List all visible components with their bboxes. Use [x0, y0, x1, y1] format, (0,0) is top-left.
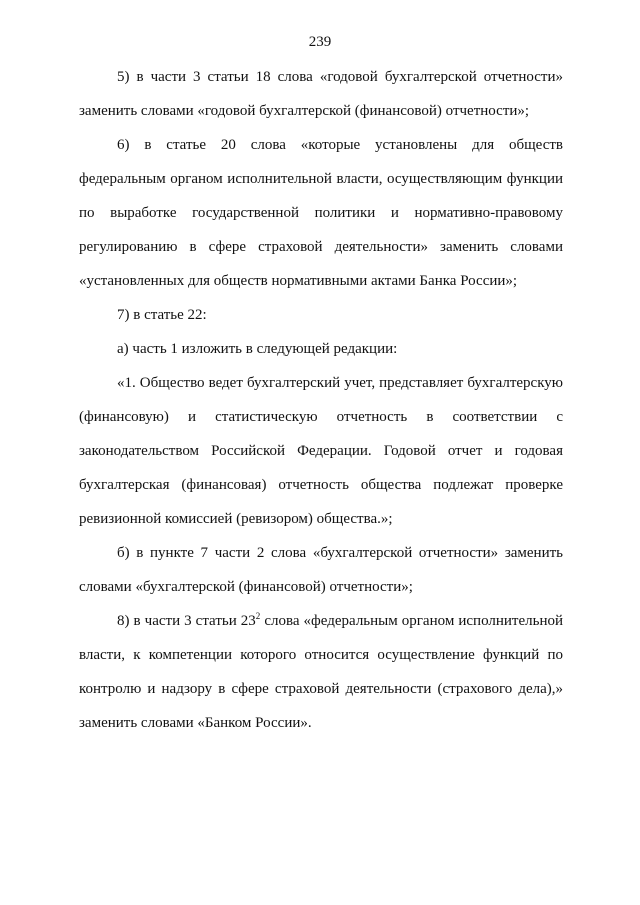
paragraph-5: 5) в части 3 статьи 18 слова «годовой бухгалтерской отчетности» заменить словами «годовой бухгалтерской (финансовой) отчетности»;	[79, 69, 563, 119]
paragraph-7a-quote: «1. Общество ведет бухгалтерский учет, представляет бухгалтерскую (финансовую) и статистическую отчетность в соответствии с законодательством Российской Федерации. Годовой отчет и годовая бухгалтерская (финансовая) отчетность общества подлежат проверке ревизионной комиссией (ревизором) общества.»;	[79, 375, 563, 527]
paragraph-8-rest: слова «федеральным органом исполнительной власти, к компетенции которого относится осуществление функций по контролю и надзору в сфере страховой деятельности (страхового дела),» заменить словами «Банком России».	[79, 613, 564, 731]
paragraph-8	[79, 604, 563, 740]
paragraph-7b: б) в пункте 7 части 2 слова «бухгалтерской отчетности» заменить словами «бухгалтерской (финансовой) отчетности»;	[79, 545, 563, 595]
document-body	[79, 60, 563, 740]
paragraph-8-start: 8) в части 3 статьи 23	[117, 613, 256, 629]
paragraph-7a: а) часть 1 изложить в следующей редакции:	[117, 341, 398, 357]
page-number: 239	[308, 34, 332, 50]
paragraph-6: 6) в статье 20 слова «которые установлены для обществ федеральным органом исполнительной власти, осуществляющим функции по выработке государственной политики и нормативно-правовому регулированию в сфере страховой деятельности» заменить словами «установленных для обществ нормативными актами Банка России»;	[79, 137, 563, 289]
article-superscript: 2	[255, 611, 261, 621]
paragraph-7: 7) в статье 22:	[117, 307, 207, 323]
